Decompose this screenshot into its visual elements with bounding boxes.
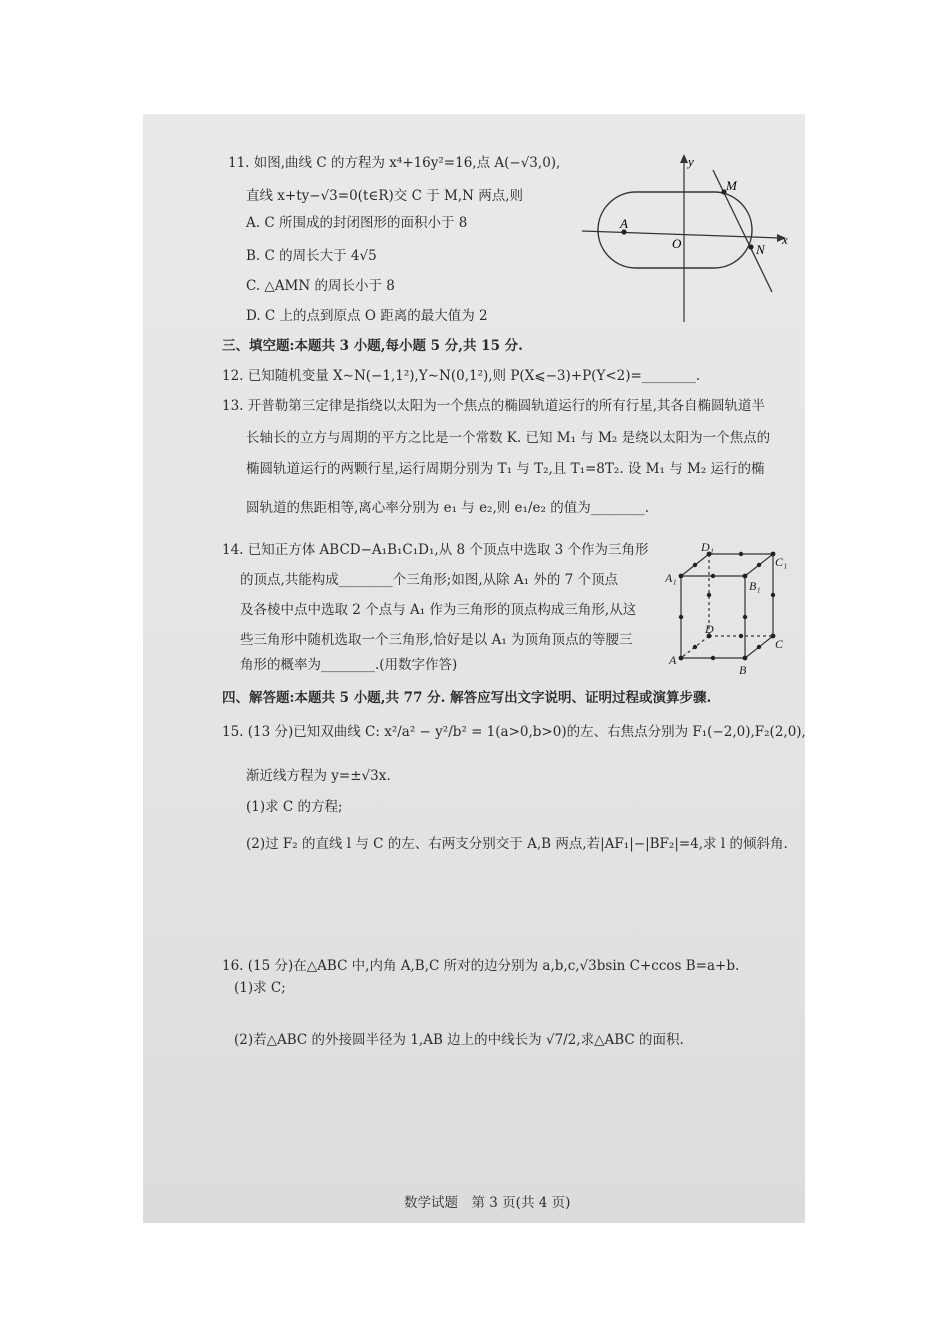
- q13-line4: 圆轨道的焦距相等,离心率分别为 e₁ 与 e₂,则 e₁/e₂ 的值为________.: [246, 500, 649, 516]
- label-d1: D₁: [701, 540, 714, 554]
- q11-option-c: C. △AMN 的周长小于 8: [246, 278, 395, 294]
- q15-line4: (2)过 F₂ 的直线 l 与 C 的左、右两支分别交于 A,B 两点,若|AF₁|−|BF₂|=4,求 l 的倾斜角.: [246, 836, 788, 852]
- section-3-heading: 三、填空题:本题共 3 小题,每小题 5 分,共 15 分.: [222, 338, 523, 354]
- q11-option-d: D. C 上的点到原点 O 距离的最大值为 2: [246, 308, 488, 324]
- point-n: [748, 244, 753, 249]
- q14-line3: 及各棱中点中选取 2 个点与 A₁ 作为三角形的顶点构成三角形,从这: [240, 602, 637, 618]
- q16-line1: 16. (15 分)在△ABC 中,内角 A,B,C 所对的边分别为 a,b,c,√3bsin C+ccos B=a+b.: [222, 958, 740, 974]
- label-a1: A₁: [665, 571, 677, 585]
- q14-line1: 14. 已知正方体 ABCD−A₁B₁C₁D₁,从 8 个顶点中选取 3 个作为三角形: [222, 542, 649, 558]
- label-d: D: [705, 622, 714, 636]
- label-y: y: [688, 154, 694, 169]
- label-c1: C₁: [775, 555, 788, 569]
- label-x: x: [782, 232, 788, 247]
- q14-cube-figure: [665, 540, 795, 680]
- q12-text: 12. 已知随机变量 X∼N(−1,1²),Y∼N(0,1²),则 P(X⩽−3)+P(Y<2)=________.: [222, 368, 701, 384]
- q13-line2: 长轴长的立方与周期的平方之比是一个常数 K. 已知 M₁ 与 M₂ 是绕以太阳为一个焦点的: [246, 430, 771, 446]
- q16-line3: (2)若△ABC 的外接圆半径为 1,AB 边上的中线长为 √7/2,求△ABC 的面积.: [234, 1032, 684, 1048]
- y-axis-arrow: [680, 154, 688, 163]
- q16-line2: (1)求 C;: [234, 980, 286, 996]
- q11-stem-line1: 11. 如图,曲线 C 的方程为 x⁴+16y²=16,点 A(−√3,0),: [228, 155, 561, 171]
- line-mn: [713, 170, 772, 292]
- q13-line3: 椭圆轨道运行的两颗行星,运行周期分别为 T₁ 与 T₂,且 T₁=8T₂. 设 M₁ 与 M₂ 运行的椭: [246, 461, 765, 477]
- label-c: C: [775, 637, 784, 651]
- q15-line2: 渐近线方程为 y=±√3x.: [246, 768, 391, 784]
- q13-line1: 13. 开普勒第三定律是指绕以太阳为一个焦点的椭圆轨道运行的所有行星,其各自椭圆轨道半: [222, 398, 766, 414]
- q11-option-b: B. C 的周长大于 4√5: [246, 248, 377, 264]
- label-b1: B₁: [749, 579, 761, 593]
- q14-line4: 些三角形中随机选取一个三角形,恰好是以 A₁ 为顶角顶点的等腰三: [240, 632, 633, 648]
- q11-stem-line2: 直线 x+ty−√3=0(t∈R)交 C 于 M,N 两点,则: [246, 188, 524, 204]
- label-a: A: [669, 653, 677, 667]
- q14-line2: 的顶点,共能构成________个三角形;如图,从除 A₁ 外的 7 个顶点: [240, 572, 619, 588]
- label-m: M: [726, 178, 737, 193]
- section-4-heading: 四、解答题:本题共 5 小题,共 77 分. 解答应写出文字说明、证明过程或演算步骤.: [222, 690, 712, 706]
- q15-line3: (1)求 C 的方程;: [246, 799, 343, 815]
- label-n: N: [756, 242, 765, 257]
- q14-line5: 角形的概率为________.(用数字作答): [240, 657, 458, 673]
- q11-curve-figure: [580, 150, 795, 330]
- q15-line1: 15. (13 分)已知双曲线 C: x²/a² − y²/b² = 1(a>0,b>0)的左、右焦点分别为 F₁(−2,0),F₂(2,0),: [222, 724, 806, 740]
- label-a: A: [620, 216, 628, 231]
- q11-option-a: A. C 所围成的封闭图形的面积小于 8: [246, 215, 468, 231]
- page-footer: 数学试题 第 3 页(共 4 页): [404, 1195, 571, 1211]
- label-o: O: [672, 236, 682, 251]
- label-b: B: [739, 663, 747, 677]
